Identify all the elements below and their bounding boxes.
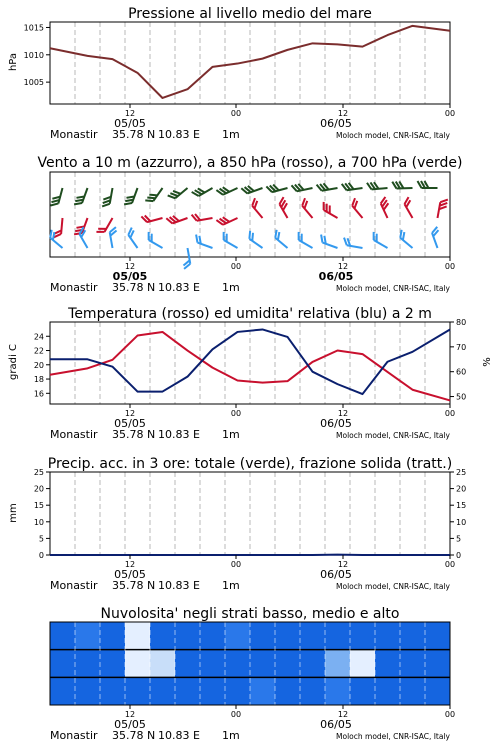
location-lon: 10.83 E (158, 729, 200, 742)
cloud-cell-alto (50, 622, 76, 650)
wind-barb-700hpa (192, 182, 213, 198)
wind-barb-850hpa (141, 211, 162, 223)
wind-barb-700hpa (317, 181, 338, 191)
wind-barb-850hpa (379, 197, 394, 218)
location-name: Monastir (50, 729, 98, 742)
chart-title: Pressione al livello medio del mare (128, 6, 372, 22)
cloud-cell-medio (175, 650, 201, 678)
model-credit: Moloch model, CNR-ISAC, Italy (336, 431, 450, 440)
x-tick-label: 00 (230, 560, 242, 569)
y-tick-label: 20 (33, 484, 44, 494)
cloud-cell-medio (150, 650, 176, 678)
x-tick-label: 12 (124, 409, 136, 418)
y-tick-label: 16 (33, 389, 44, 399)
location-lon: 10.83 E (158, 428, 200, 441)
y2-tick-label: 0 (456, 551, 462, 560)
wind-barb-850hpa (192, 211, 213, 221)
wind-barb-700hpa (367, 181, 388, 190)
location-alt: 1m (222, 128, 240, 141)
cloud-cell-medio (75, 650, 101, 678)
cloud-cell-basso (200, 677, 226, 705)
x-tick-label: 00 (444, 109, 456, 118)
cloud-cell-alto (400, 622, 426, 650)
wind-barb-700hpa (168, 183, 188, 201)
cloud-cell-alto (300, 622, 326, 650)
y-axis-label: hPa (8, 52, 19, 72)
wind-barb-10m (319, 235, 340, 248)
location-name: Monastir (50, 281, 98, 294)
wind-barb-700hpa (216, 182, 237, 197)
y-tick-label: 1015 (23, 23, 44, 33)
location-lon: 10.83 E (158, 128, 200, 141)
x-tick-label: 12 (124, 560, 136, 569)
wind-barb-10m (295, 232, 316, 248)
cloud-cell-medio (325, 650, 351, 678)
location-lat: 35.78 N (112, 579, 156, 592)
y2-tick-label: 20 (456, 484, 467, 494)
y2-tick-label: 10 (456, 517, 467, 527)
x-tick-label: 12 (337, 262, 349, 271)
cloud-cell-basso (75, 677, 101, 705)
y-axis-label: gradi C (8, 344, 19, 380)
date-label: 05/05 (114, 417, 146, 430)
model-credit: Moloch model, CNR-ISAC, Italy (336, 131, 450, 140)
model-credit: Moloch model, CNR-ISAC, Italy (336, 732, 450, 741)
y2-tick-label: 25 (456, 468, 467, 477)
wind-barb-850hpa (300, 198, 318, 218)
location-alt: 1m (222, 579, 240, 592)
wind-barb-700hpa (291, 181, 312, 192)
x-tick-label: 12 (124, 109, 136, 118)
y2-axis-label: % (482, 357, 493, 367)
x-tick-label: 12 (337, 409, 349, 418)
cloud-cell-alto (125, 622, 151, 650)
y-axis-label: mm (8, 503, 19, 523)
y-tick-label: 1010 (23, 50, 44, 60)
y-tick-label: 20 (33, 360, 44, 370)
y-tick-label: 5 (38, 534, 44, 544)
location-name: Monastir (50, 579, 98, 592)
wind-barb-10m (109, 227, 119, 248)
wind-barb-700hpa (342, 181, 363, 191)
y-tick-label: 22 (33, 346, 44, 356)
cloud-cell-basso (325, 677, 351, 705)
cloud-cell-basso (350, 677, 376, 705)
x-tick-label: 00 (230, 409, 242, 418)
wind-barb-10m (145, 232, 166, 248)
location-name: Monastir (50, 428, 98, 441)
wind-barb-10m (370, 232, 391, 248)
date-label: 05/05 (112, 270, 148, 283)
wind-barb-10m (126, 228, 143, 248)
cloud-cell-basso (300, 677, 326, 705)
y-tick-label: 15 (33, 501, 44, 511)
date-label: 05/05 (114, 568, 146, 581)
date-label: 06/05 (320, 718, 352, 731)
chart-title: Nuvolosita' negli strati basso, medio e alto (100, 606, 400, 622)
cloud-cell-medio (350, 650, 376, 678)
wind-barb-700hpa (266, 181, 287, 193)
date-label: 05/05 (114, 117, 146, 130)
cloud-cell-basso (275, 677, 301, 705)
location-alt: 1m (222, 729, 240, 742)
y2-tick-label: 60 (456, 367, 467, 377)
wind-barb-850hpa (250, 198, 268, 218)
date-label: 06/05 (320, 117, 352, 130)
x-tick-label: 00 (444, 409, 456, 418)
cloud-cell-basso (250, 677, 276, 705)
cloud-cell-basso (400, 677, 426, 705)
wind-barb-850hpa (320, 202, 341, 218)
location-lat: 35.78 N (112, 128, 156, 141)
location-alt: 1m (222, 281, 240, 294)
cloud-cell-medio (425, 650, 451, 678)
cloud-cell-medio (300, 650, 326, 678)
cloud-cell-medio (225, 650, 251, 678)
wind-barb-700hpa (418, 181, 438, 188)
model-credit: Moloch model, CNR-ISAC, Italy (336, 284, 450, 293)
y2-tick-label: 5 (456, 534, 462, 544)
wind-barb-700hpa (102, 187, 112, 208)
location-alt: 1m (222, 428, 240, 441)
model-credit: Moloch model, CNR-ISAC, Italy (336, 582, 450, 591)
cloud-cell-alto (275, 622, 301, 650)
x-tick-label: 00 (444, 262, 456, 271)
cloud-cell-alto (375, 622, 401, 650)
wind-barb-10m (343, 238, 364, 248)
cloud-cell-alto (325, 622, 351, 650)
wind-barb-850hpa (438, 198, 448, 219)
wind-barb-700hpa (145, 184, 162, 204)
wind-barb-850hpa (216, 212, 237, 227)
cloud-cell-medio (400, 650, 426, 678)
cloud-cell-alto (250, 622, 276, 650)
cloud-cell-basso (100, 677, 126, 705)
location-lat: 35.78 N (112, 729, 156, 742)
wind-barb-700hpa (124, 186, 137, 207)
x-tick-label: 00 (230, 262, 242, 271)
location-lon: 10.83 E (158, 579, 200, 592)
x-tick-label: 12 (337, 109, 349, 118)
chart-title: Precip. acc. in 3 ore: totale (verde), frazione solida (tratt.) (47, 456, 453, 472)
wind-barb-10m (220, 232, 241, 248)
cloud-cell-medio (125, 650, 151, 678)
cloud-cell-medio (50, 650, 76, 678)
cloud-cell-alto (100, 622, 126, 650)
x-tick-label: 12 (124, 710, 136, 719)
x-tick-label: 00 (230, 710, 242, 719)
cloud-cell-basso (175, 677, 201, 705)
wind-barb-10m (431, 227, 444, 248)
cloud-cell-medio (100, 650, 126, 678)
wind-barb-10m (194, 235, 215, 248)
wind-barb-700hpa (74, 186, 87, 207)
wind-barb-10m (181, 248, 191, 269)
cloud-cell-basso (50, 677, 76, 705)
x-tick-label: 00 (230, 109, 242, 118)
x-tick-label: 00 (444, 710, 456, 719)
y-tick-label: 24 (33, 332, 44, 342)
wind-barb-850hpa (403, 197, 419, 218)
location-lat: 35.78 N (112, 428, 156, 441)
cloud-cell-medio (375, 650, 401, 678)
cloud-cell-basso (425, 677, 451, 705)
cloud-cell-basso (150, 677, 176, 705)
cloud-cell-alto (175, 622, 201, 650)
date-label: 05/05 (114, 718, 146, 731)
y2-tick-label: 15 (456, 501, 467, 511)
y-tick-label: 25 (33, 468, 44, 477)
x-tick-label: 12 (124, 262, 136, 271)
y-tick-label: 0 (38, 551, 44, 560)
cloud-cell-alto (350, 622, 376, 650)
chart-title: Temperatura (rosso) ed umidita' relativa (blu) a 2 m (68, 306, 432, 322)
cloud-cell-alto (425, 622, 451, 650)
location-lon: 10.83 E (158, 281, 200, 294)
x-tick-label: 00 (444, 560, 456, 569)
cloud-cell-basso (125, 677, 151, 705)
cloud-cell-medio (275, 650, 301, 678)
y-tick-label: 1005 (23, 78, 44, 88)
y2-tick-label: 70 (456, 342, 467, 352)
wind-barb-10m (246, 231, 266, 248)
cloud-cell-alto (200, 622, 226, 650)
wind-barb-850hpa (54, 217, 63, 238)
wind-barb-850hpa (166, 211, 187, 224)
wind-barb-700hpa (392, 181, 412, 189)
y-tick-label: 10 (33, 517, 44, 527)
wind-barb-700hpa (241, 181, 262, 194)
date-label: 06/05 (320, 417, 352, 430)
cloud-cell-alto (75, 622, 101, 650)
location-name: Monastir (50, 128, 98, 141)
cloud-cell-medio (200, 650, 226, 678)
date-label: 06/05 (320, 568, 352, 581)
cloud-cell-alto (225, 622, 251, 650)
y2-tick-label: 50 (456, 392, 467, 402)
cloud-cell-basso (225, 677, 251, 705)
cloud-cell-basso (375, 677, 401, 705)
x-tick-label: 12 (337, 710, 349, 719)
cloud-cell-alto (150, 622, 176, 650)
y-tick-label: 18 (33, 375, 44, 385)
date-label: 06/05 (318, 270, 354, 283)
wind-barb-850hpa (350, 198, 368, 218)
wind-barb-850hpa (278, 197, 294, 218)
wind-barb-700hpa (51, 186, 63, 207)
x-tick-label: 12 (337, 560, 349, 569)
cloud-cell-medio (250, 650, 276, 678)
y2-tick-label: 80 (456, 318, 467, 327)
location-lat: 35.78 N (112, 281, 156, 294)
chart-title: Vento a 10 m (azzurro), a 850 hPa (rosso), a 700 hPa (verde) (37, 155, 463, 171)
